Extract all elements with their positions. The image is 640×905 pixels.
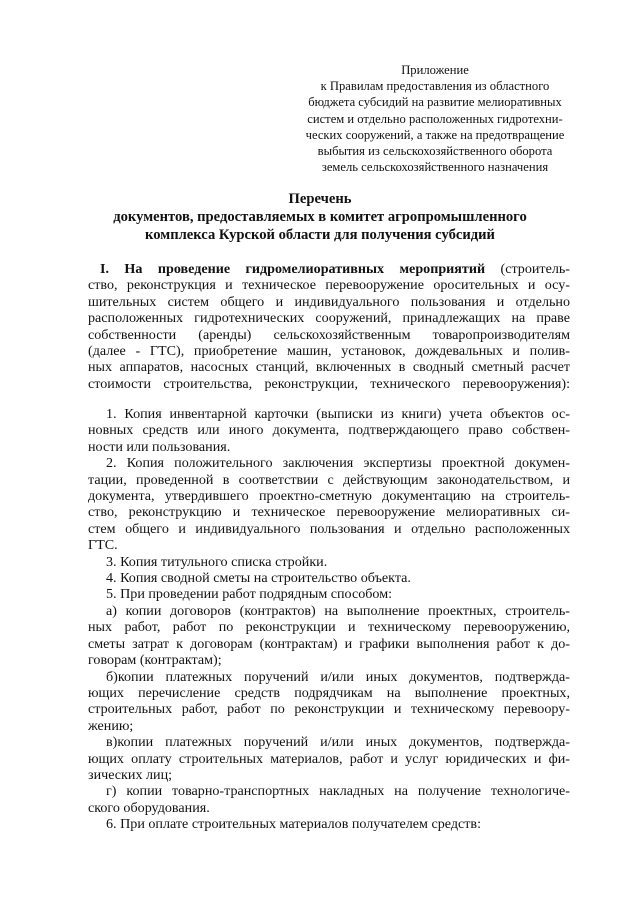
list-item-line: 5. При проведении работ подрядным способом: <box>106 586 393 603</box>
items-list <box>88 406 570 833</box>
list-item-line: ство, реконструкцию и техническое перевооружение мелиоративных си- <box>88 504 570 521</box>
appendix-line: бюджета субсидий на развитие мелиоративных <box>308 95 562 110</box>
list-item-line: ского оборудования. <box>88 799 210 816</box>
appendix-line: выбытия из сельскохозяйственного оборота <box>317 144 553 159</box>
list-item <box>88 406 570 455</box>
appendix-line: земель сельскохозяйственного назначения <box>321 160 549 175</box>
section-1 <box>88 261 570 392</box>
list-item-line: 4. Копия сводной сметы на строительство объекта. <box>106 570 411 587</box>
list-item-line: ности или пользования. <box>88 438 231 455</box>
list-item-line: а) копии договоров (контрактов) на выполнение проектных, строитель- <box>106 602 570 619</box>
title-line: комплекса Курской области для получения субсидий <box>145 227 495 243</box>
title-heading: Перечень <box>288 191 352 207</box>
section-1-line: ных аппаратов, насосных станций, включенных в сводный сметный расчет <box>88 359 570 376</box>
appendix-note <box>296 62 574 175</box>
section-1-line: стоимости строительства, реконструкции, технического перевооружения): <box>88 375 570 392</box>
list-item-line: г) копии товарно-транспортных накладных на получение технологиче- <box>106 783 570 800</box>
appendix-line: Приложение <box>401 63 469 77</box>
list-item <box>88 816 570 832</box>
list-item <box>88 734 570 783</box>
list-item-line: 3. Копия титульного списка стройки. <box>106 553 328 570</box>
list-item-line: тации, проведенной в соответствии с действующим законодательством, и <box>88 471 570 488</box>
list-item-line: сметы затрат к договорам (контрактам) и графики выполнения работ к до- <box>88 635 570 652</box>
list-item-line: б)копии платежных поручений и/или иных документов, подтвержда- <box>106 668 570 685</box>
list-item-line: документа, утвердившего проектно-сметную документацию на строитель- <box>88 488 570 505</box>
list-item-line: в)копии платежных поручений и/или иных документов, подтвержда- <box>106 734 570 751</box>
section-1-line: (далее - ГТС), приобретение машин, установок, дождевальных и полив- <box>88 343 570 360</box>
list-item-line: ющих перечисление средств подрядчикам на выполнение проектных, <box>88 684 570 701</box>
list-item <box>88 570 570 586</box>
list-item-line: новных средств или иного документа, подтверждающего право собствен- <box>88 422 570 439</box>
list-item-line: 2. Копия положительного заключения экспертизы проектной докумен- <box>106 455 570 472</box>
list-item-line: стем общего и индивидуального пользования и отдельно расположенных <box>88 520 570 537</box>
section-1-line: ство, реконструкция и техническое перевооружение оросительных и осу- <box>88 277 570 294</box>
list-item <box>88 669 570 735</box>
section-1-line: шительных систем общего и индивидуального пользования и отдельно <box>88 293 570 310</box>
appendix-line: систем и отдельно расположенных гидротехни- <box>307 111 563 126</box>
section-1-first-line <box>88 261 570 277</box>
appendix-line: к Правилам предоставления из областного <box>320 79 550 94</box>
list-item-line: ГТС. <box>88 537 118 554</box>
list-item <box>88 554 570 570</box>
title-line: документов, предоставляемых в комитет агропромышленного <box>113 209 527 225</box>
list-item <box>88 783 570 816</box>
section-1-heading: I. На проведение гидромелиоративных мероприятий <box>100 261 486 277</box>
list-item <box>88 455 570 553</box>
section-1-line: собственности (аренды) сельскохозяйственным товаропроизводителям <box>88 326 570 343</box>
list-item-line: строительных работ, работ по реконструкции и техническому перевоору- <box>88 701 570 718</box>
document-title <box>40 190 600 244</box>
list-item-line: ных работ, работ по реконструкции и техническому перевооружению, <box>88 619 570 636</box>
list-item-line: 1. Копия инвентарной карточки (выписки из книги) учета объектов ос- <box>106 406 570 422</box>
list-item <box>88 603 570 669</box>
list-item <box>88 586 570 602</box>
appendix-line: ческих сооружений, а также на предотвращение <box>305 127 565 142</box>
section-1-line: расположенных гидротехнических сооружений, принадлежащих на праве <box>88 310 570 327</box>
list-item-line: зических лиц; <box>88 766 173 783</box>
section-1-text: (строитель- <box>500 261 570 277</box>
list-item-line: 6. При оплате строительных материалов получателем средств: <box>106 816 482 833</box>
list-item-line: ющих оплату строительных материалов, работ и услуг юридических и фи- <box>88 750 570 767</box>
list-item-line: жению; <box>88 717 134 734</box>
list-item-line: говорам (контрактам); <box>88 652 222 669</box>
